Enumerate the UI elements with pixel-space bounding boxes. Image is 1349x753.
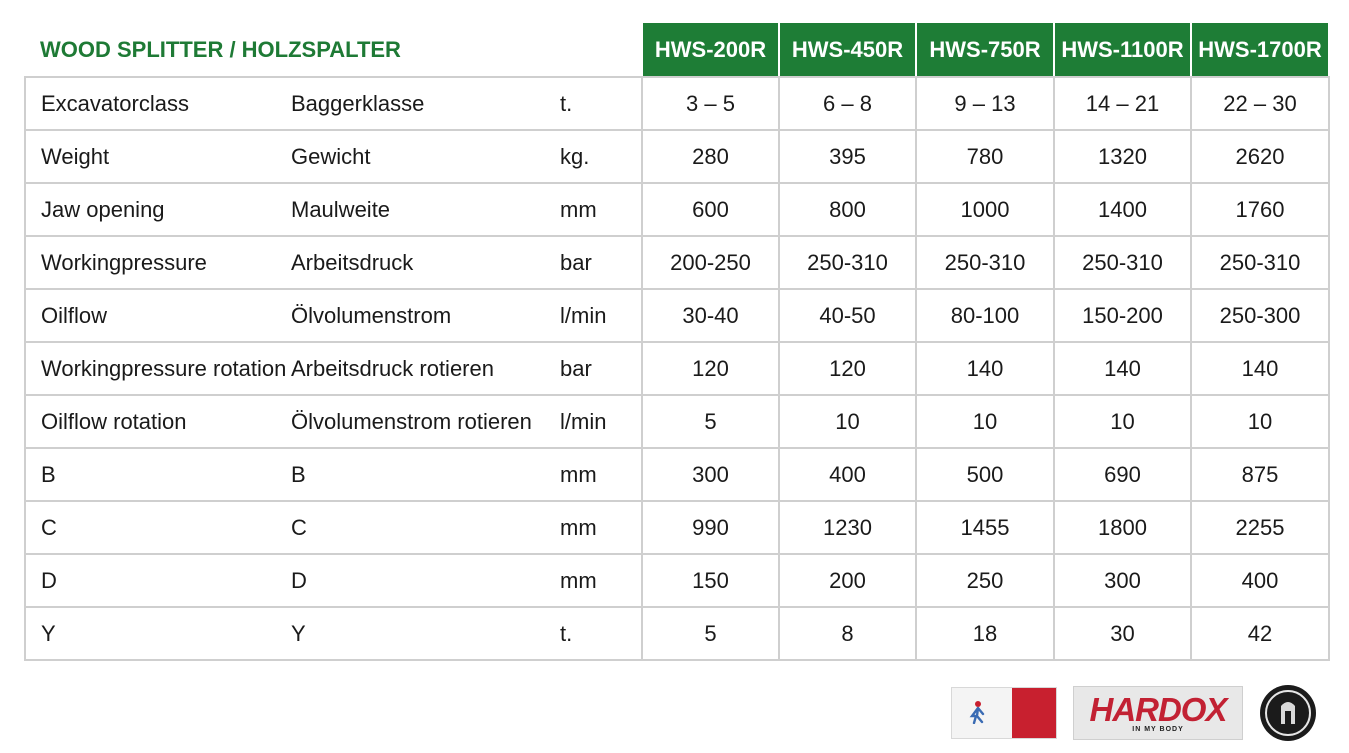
table-row: [25, 342, 1329, 395]
parameter-de: C: [291, 501, 557, 554]
table-row: [25, 77, 1329, 130]
value-cell: 1455: [916, 501, 1054, 554]
value-cell: 9 – 13: [916, 77, 1054, 130]
table-row: [25, 395, 1329, 448]
figure-icon: [966, 700, 988, 724]
value-cell: 1230: [779, 501, 916, 554]
value-cell: 250-300: [1191, 289, 1329, 342]
parameter-en: Y: [25, 607, 291, 660]
table-title: WOOD SPLITTER / HOLZSPALTER: [25, 23, 642, 77]
value-cell: 200-250: [642, 236, 779, 289]
parameter-en: Weight: [25, 130, 291, 183]
value-cell: 300: [1054, 554, 1191, 607]
hardox-tagline: IN MY BODY: [1132, 725, 1184, 733]
value-cell: 250-310: [779, 236, 916, 289]
value-cell: 500: [916, 448, 1054, 501]
unit-cell: l/min: [557, 289, 642, 342]
parameter-de: D: [291, 554, 557, 607]
unit-cell: bar: [557, 236, 642, 289]
value-cell: 2620: [1191, 130, 1329, 183]
parameter-en: Oilflow rotation: [25, 395, 291, 448]
table-row: [25, 130, 1329, 183]
value-cell: 30: [1054, 607, 1191, 660]
unit-cell: t.: [557, 77, 642, 130]
value-cell: 30-40: [642, 289, 779, 342]
table-row: [25, 501, 1329, 554]
unit-cell: mm: [557, 554, 642, 607]
value-cell: 80-100: [916, 289, 1054, 342]
value-cell: 200: [779, 554, 916, 607]
value-cell: 400: [1191, 554, 1329, 607]
value-cell: 6 – 8: [779, 77, 916, 130]
value-cell: 140: [1054, 342, 1191, 395]
unit-cell: l/min: [557, 395, 642, 448]
parameter-en: C: [25, 501, 291, 554]
parameter-en: B: [25, 448, 291, 501]
parameter-en: Excavatorclass: [25, 77, 291, 130]
parameter-de: Gewicht: [291, 130, 557, 183]
sachsen-logo: [951, 687, 1057, 739]
value-cell: 1800: [1054, 501, 1191, 554]
table-row: [25, 554, 1329, 607]
value-cell: 42: [1191, 607, 1329, 660]
parameter-en: Workingpressure rotation: [25, 342, 291, 395]
value-cell: 2255: [1191, 501, 1329, 554]
table-row: [25, 236, 1329, 289]
value-cell: 10: [916, 395, 1054, 448]
unit-cell: mm: [557, 183, 642, 236]
value-cell: 395: [779, 130, 916, 183]
unit-cell: bar: [557, 342, 642, 395]
value-cell: 40-50: [779, 289, 916, 342]
spec-table: [24, 23, 1330, 661]
parameter-de: Y: [291, 607, 557, 660]
hardox-logo: [1073, 686, 1243, 740]
value-cell: 5: [642, 395, 779, 448]
value-cell: 800: [779, 183, 916, 236]
value-cell: 1320: [1054, 130, 1191, 183]
value-cell: 280: [642, 130, 779, 183]
model-header: HWS-450R: [779, 23, 916, 77]
value-cell: 690: [1054, 448, 1191, 501]
model-header: HWS-750R: [916, 23, 1054, 77]
logo-strip: [951, 686, 1317, 740]
value-cell: 22 – 30: [1191, 77, 1329, 130]
table-row: [25, 607, 1329, 660]
value-cell: 18: [916, 607, 1054, 660]
value-cell: 120: [779, 342, 916, 395]
value-cell: 1000: [916, 183, 1054, 236]
parameter-de: Maulweite: [291, 183, 557, 236]
value-cell: 250: [916, 554, 1054, 607]
value-cell: 10: [1191, 395, 1329, 448]
badge-logo: [1259, 684, 1317, 742]
parameter-de: B: [291, 448, 557, 501]
parameter-en: Jaw opening: [25, 183, 291, 236]
value-cell: 250-310: [1191, 236, 1329, 289]
value-cell: 250-310: [1054, 236, 1191, 289]
model-header: HWS-1100R: [1054, 23, 1191, 77]
value-cell: 875: [1191, 448, 1329, 501]
unit-cell: kg.: [557, 130, 642, 183]
parameter-de: Ölvolumenstrom rotieren: [291, 395, 557, 448]
value-cell: 1400: [1054, 183, 1191, 236]
model-header: HWS-1700R: [1191, 23, 1329, 77]
value-cell: 8: [779, 607, 916, 660]
hardox-wordmark: HARDOX: [1089, 690, 1227, 728]
parameter-en: Workingpressure: [25, 236, 291, 289]
model-header: HWS-200R: [642, 23, 779, 77]
value-cell: 300: [642, 448, 779, 501]
unit-cell: mm: [557, 448, 642, 501]
table-body: [25, 77, 1329, 660]
value-cell: 140: [1191, 342, 1329, 395]
value-cell: 250-310: [916, 236, 1054, 289]
parameter-en: D: [25, 554, 291, 607]
value-cell: 150: [642, 554, 779, 607]
table-row: [25, 289, 1329, 342]
parameter-en: Oilflow: [25, 289, 291, 342]
table-row: [25, 448, 1329, 501]
unit-cell: mm: [557, 501, 642, 554]
parameter-de: Ölvolumenstrom: [291, 289, 557, 342]
value-cell: 780: [916, 130, 1054, 183]
value-cell: 5: [642, 607, 779, 660]
value-cell: 400: [779, 448, 916, 501]
value-cell: 1760: [1191, 183, 1329, 236]
parameter-de: Arbeitsdruck: [291, 236, 557, 289]
unit-cell: t.: [557, 607, 642, 660]
value-cell: 150-200: [1054, 289, 1191, 342]
value-cell: 600: [642, 183, 779, 236]
value-cell: 3 – 5: [642, 77, 779, 130]
table-row: [25, 183, 1329, 236]
value-cell: 140: [916, 342, 1054, 395]
value-cell: 14 – 21: [1054, 77, 1191, 130]
parameter-de: Baggerklasse: [291, 77, 557, 130]
value-cell: 120: [642, 342, 779, 395]
parameter-de: Arbeitsdruck rotieren: [291, 342, 557, 395]
value-cell: 10: [779, 395, 916, 448]
value-cell: 990: [642, 501, 779, 554]
value-cell: 10: [1054, 395, 1191, 448]
header-row: [25, 23, 1329, 77]
